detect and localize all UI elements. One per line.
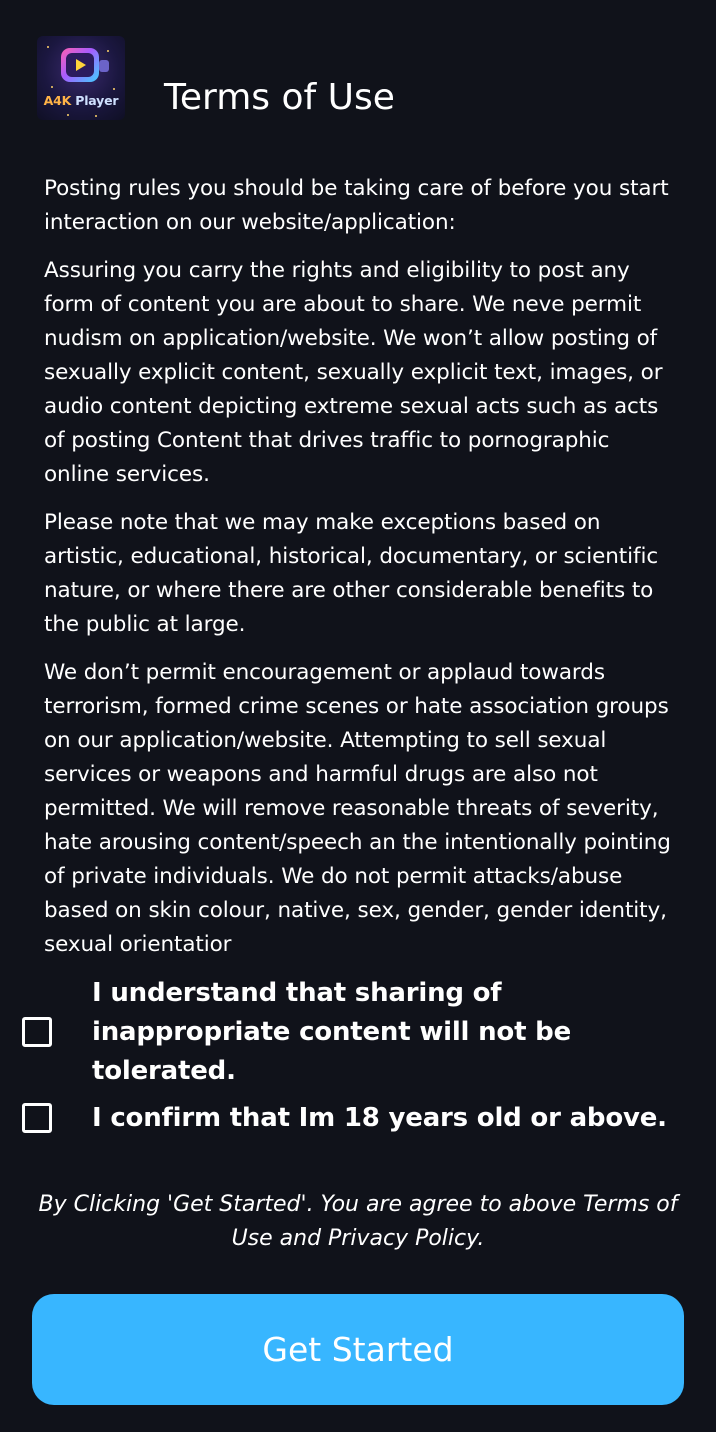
logo-wordmark [37,93,125,108]
sparkle-decoration [95,115,97,117]
sparkle-decoration [51,86,53,88]
get-started-button[interactable]: Get Started [32,1294,684,1405]
terms-text-scroll-area[interactable] [44,172,674,962]
age-confirm-label[interactable]: I confirm that Im 18 years old or above. [92,1102,667,1133]
logo-wordmark-player: Player [75,93,119,108]
play-icon [76,59,86,71]
app-logo [37,36,125,120]
camera-reel-icon [99,60,109,72]
content-policy-label[interactable]: I understand that sharing of inappropriate content will not be tolerated. [92,977,572,1086]
age-confirm-agreement[interactable] [20,1090,690,1146]
sparkle-decoration [113,88,115,90]
sparkle-decoration [67,114,69,116]
terms-paragraph: Assuring you carry the rights and eligibility to post any form of content you are about to share. We neve permit nudism on application/website. We won’t allow posting of sexually explicit content, sexually explicit text, images, or audio content depicting extreme sexual acts such as acts of posting Content that drives traffic to pornographic online services. [44,258,663,487]
sparkle-decoration [47,46,49,48]
sparkle-decoration [107,50,109,52]
page-title: Terms of Use [164,77,395,119]
terms-disclaimer: By Clicking 'Get Started'. You are agree to above Terms of Use and Privacy Policy. [38,1192,678,1251]
tv-play-icon [61,48,99,82]
terms-paragraph: We don’t permit encouragement or applaud towards terrorism, formed crime scenes or hate association groups on our application/website. Attempting to sell sexual services or weapons and harmful drugs are also not permitted. We will remove reasonable threats of severity, hate arousing content/speech an the intentionally pointing of private individuals. We do not permit attacks/abuse based on skin colour, native, sex, gender, gender identity, sexual orientatior [44,660,671,957]
terms-paragraph: Posting rules you should be taking care of before you start interaction on our website/application: [44,176,669,235]
logo-wordmark-a4k: A4K [43,93,72,108]
content-policy-agreement[interactable] [20,977,690,1086]
age-confirm-checkbox[interactable] [22,1103,52,1133]
terms-paragraph: Please note that we may make exceptions based on artistic, educational, historical, documentary, or scientific nature, or where there are other considerable benefits to the public at large. [44,510,659,637]
content-policy-checkbox[interactable] [22,1017,52,1047]
